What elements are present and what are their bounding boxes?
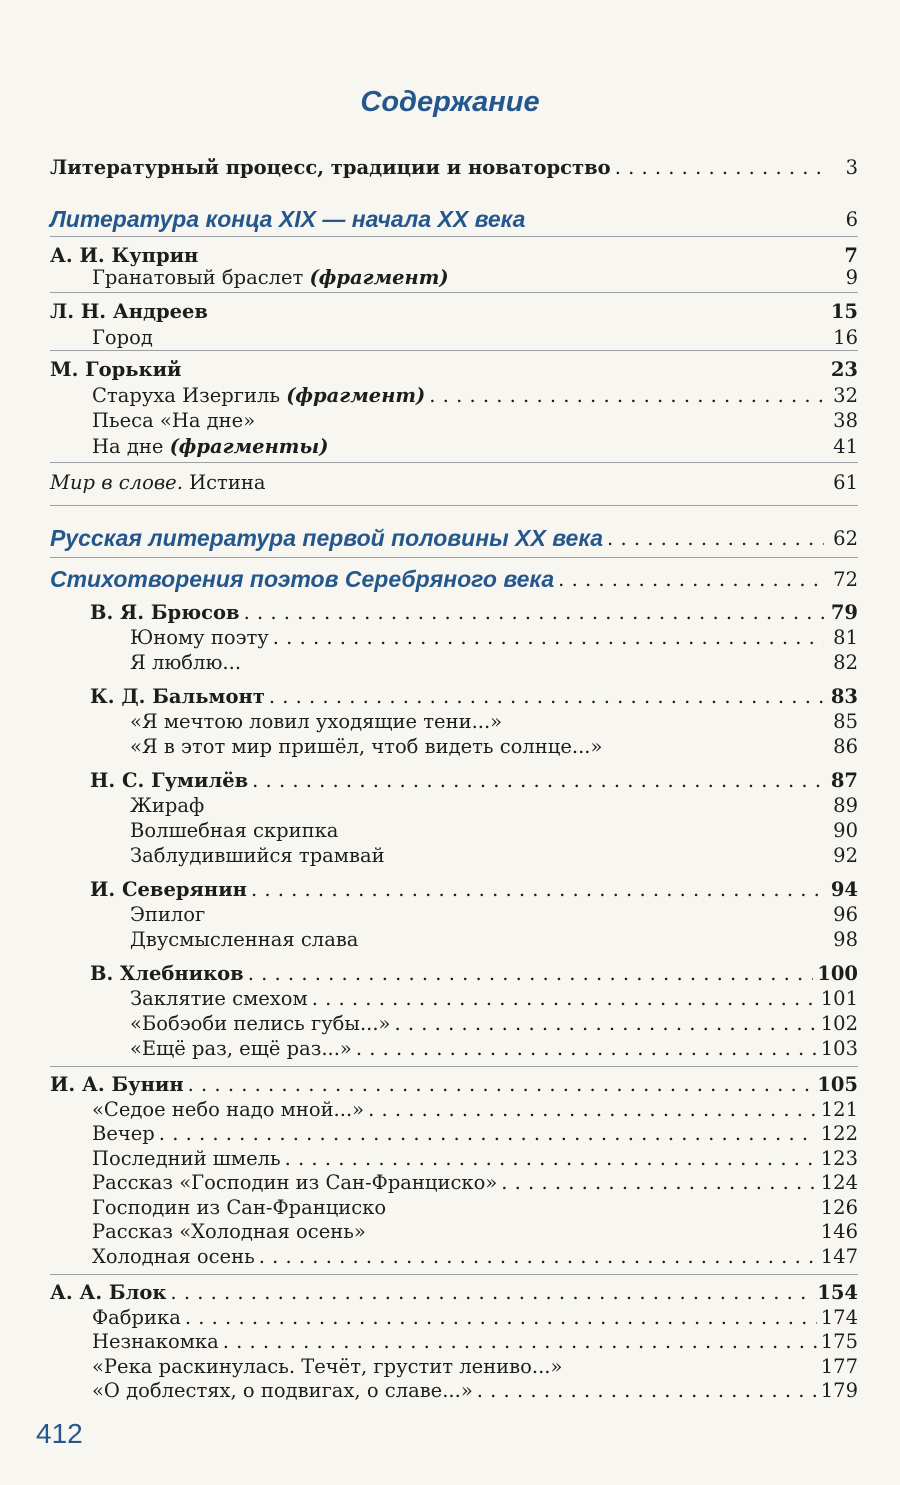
toc-entry-page: 175 bbox=[820, 1330, 858, 1353]
toc-entry-page: 62 bbox=[833, 527, 858, 550]
toc-author-label: М. Горький bbox=[50, 358, 182, 381]
toc-entry-page: 102 bbox=[820, 1012, 858, 1035]
toc-entry-page: 7 bbox=[844, 244, 858, 267]
toc-entry-label: Последний шмель bbox=[92, 1147, 281, 1170]
toc-entry-label: «Бобэоби пелись губы...» bbox=[130, 1012, 391, 1035]
toc-entry-page: 81 bbox=[833, 626, 858, 649]
toc-author[interactable] bbox=[50, 768, 858, 793]
toc-entry-label: «Река раскинулась. Течёт, грустит лениво...» bbox=[92, 1355, 563, 1378]
divider bbox=[50, 350, 858, 351]
toc-entry-page: 177 bbox=[820, 1355, 858, 1378]
toc-entry[interactable] bbox=[50, 1329, 858, 1354]
toc-entry[interactable] bbox=[50, 1121, 858, 1146]
toc-section[interactable] bbox=[50, 526, 858, 551]
toc-entry-label: Жираф bbox=[130, 794, 205, 817]
toc-entry[interactable] bbox=[50, 265, 858, 290]
toc-entry[interactable] bbox=[50, 155, 858, 180]
toc-author-label: Н. С. Гумилёв bbox=[90, 769, 249, 792]
toc-author-label: И. А. Бунин bbox=[50, 1073, 184, 1096]
toc-author-label: Л. Н. Андреев bbox=[50, 300, 208, 323]
toc-entry-page: 105 bbox=[817, 1073, 858, 1096]
toc-entry-label: Рассказ «Господин из Сан-Франциско» bbox=[92, 1171, 498, 1194]
toc-entry[interactable] bbox=[50, 1146, 858, 1171]
toc-author-label: К. Д. Бальмонт bbox=[90, 685, 265, 708]
toc-entry-page: 89 bbox=[833, 794, 858, 817]
toc-author-label: В. Хлебников bbox=[90, 962, 244, 985]
toc-entry-label: Холодная осень bbox=[92, 1245, 255, 1268]
divider bbox=[50, 236, 858, 237]
toc-entry-page: 87 bbox=[830, 769, 858, 792]
toc-entry-page: 82 bbox=[833, 651, 858, 674]
divider bbox=[50, 292, 858, 293]
toc-entry-page: 61 bbox=[833, 471, 858, 494]
toc-entry-page: 41 bbox=[833, 435, 858, 458]
toc-entry-label: Двусмысленная слава bbox=[130, 928, 359, 951]
toc-entry[interactable] bbox=[50, 793, 858, 818]
toc-entry[interactable] bbox=[50, 383, 858, 408]
toc-entry[interactable] bbox=[50, 325, 858, 350]
toc-author-label: А. И. Куприн bbox=[50, 244, 199, 267]
toc-entry[interactable] bbox=[50, 1011, 858, 1036]
toc-author[interactable] bbox=[50, 961, 858, 986]
toc-entry-page: 100 bbox=[817, 962, 858, 985]
toc-author[interactable] bbox=[50, 1072, 858, 1097]
toc-entry[interactable] bbox=[50, 1354, 858, 1379]
divider bbox=[50, 1066, 858, 1067]
toc-author[interactable] bbox=[50, 877, 858, 902]
toc-entry-label: Город bbox=[92, 326, 153, 349]
toc-entry-label: Старуха Изергиль (фрагмент) bbox=[92, 384, 426, 407]
toc-entry-page: 92 bbox=[833, 844, 858, 867]
toc-section-label: Литература конца XIX — начала XX века bbox=[50, 206, 526, 232]
toc-entry[interactable] bbox=[50, 1305, 858, 1330]
toc-entry[interactable] bbox=[50, 625, 858, 650]
toc-author[interactable] bbox=[50, 1280, 858, 1305]
toc-entry-page: 23 bbox=[830, 358, 858, 381]
toc-entry-page: 103 bbox=[820, 1037, 858, 1060]
toc-entry-label: Я люблю... bbox=[130, 651, 242, 674]
toc-entry-page: 174 bbox=[820, 1306, 858, 1329]
page-number: 412 bbox=[36, 1418, 83, 1449]
toc-author-label: В. Я. Брюсов bbox=[90, 601, 240, 624]
toc-entry[interactable] bbox=[50, 818, 858, 843]
toc-entry-label: Рассказ «Холодная осень» bbox=[92, 1220, 366, 1243]
toc-entry-page: 121 bbox=[820, 1098, 858, 1121]
toc-entry-label: «Седое небо надо мной...» bbox=[92, 1098, 365, 1121]
toc-section-label: Стихотворения поэтов Серебряного века bbox=[50, 566, 555, 592]
toc-entry[interactable] bbox=[50, 843, 858, 868]
page-title: Содержание bbox=[360, 86, 540, 118]
toc-entry-label: Волшебная скрипка bbox=[130, 819, 339, 842]
toc-entry[interactable] bbox=[50, 434, 858, 459]
toc-entry-label: Литературный процесс, традиции и новаторство bbox=[50, 156, 611, 179]
divider bbox=[50, 462, 858, 463]
toc-entry-label: Пьеса «На дне» bbox=[92, 409, 256, 432]
divider bbox=[50, 505, 858, 506]
toc-entry-label: На дне (фрагменты) bbox=[92, 435, 329, 458]
toc-entry-page: 98 bbox=[833, 928, 858, 951]
toc-entry[interactable] bbox=[50, 902, 858, 927]
toc-section-label: Русская литература первой половины XX века bbox=[50, 525, 604, 551]
toc-entry-label: Вечер bbox=[92, 1122, 155, 1145]
toc-entry[interactable] bbox=[50, 1036, 858, 1061]
toc-section[interactable] bbox=[50, 207, 858, 232]
toc-entry-page: 86 bbox=[833, 735, 858, 758]
toc-entry-label: Юному поэту bbox=[130, 626, 269, 649]
toc-entry-page: 126 bbox=[820, 1196, 858, 1219]
toc-author[interactable] bbox=[50, 684, 858, 709]
toc-author[interactable] bbox=[50, 600, 858, 625]
toc-entry-page: 3 bbox=[845, 156, 858, 179]
toc-entry[interactable] bbox=[50, 1170, 858, 1195]
toc-entry-page: 9 bbox=[845, 266, 858, 289]
toc-entry-label: Заблудившийся трамвай bbox=[130, 844, 385, 867]
divider bbox=[50, 1274, 858, 1275]
toc-entry-page: 38 bbox=[833, 409, 858, 432]
toc-entry-page: 85 bbox=[833, 710, 858, 733]
toc-entry-page: 72 bbox=[833, 568, 858, 591]
toc-entry-page: 90 bbox=[833, 819, 858, 842]
toc-entry-page: 94 bbox=[830, 878, 858, 901]
toc-entry-page: 6 bbox=[845, 208, 858, 231]
toc-entry-page: 83 bbox=[830, 685, 858, 708]
toc-entry-label: «Я в этот мир пришёл, чтоб видеть солнце...» bbox=[130, 735, 603, 758]
toc-entry-page: 32 bbox=[833, 384, 858, 407]
toc-entry-label: Эпилог bbox=[130, 903, 206, 926]
toc-entry-page: 122 bbox=[820, 1122, 858, 1145]
toc-author-label: А. А. Блок bbox=[50, 1281, 167, 1304]
toc-author[interactable] bbox=[50, 357, 858, 382]
toc-entry-page: 154 bbox=[817, 1281, 858, 1304]
toc-entry-page: 79 bbox=[830, 601, 858, 624]
toc-entry[interactable] bbox=[50, 408, 858, 433]
toc-entry-label: «Ещё раз, ещё раз...» bbox=[130, 1037, 352, 1060]
toc-entry-label: «О доблестях, о подвигах, о славе...» bbox=[92, 1379, 473, 1402]
toc-entry-label: Господин из Сан-Франциско bbox=[92, 1196, 387, 1219]
toc-entry-label: «Я мечтою ловил уходящие тени...» bbox=[130, 710, 503, 733]
toc-entry-page: 146 bbox=[820, 1220, 858, 1243]
toc-entry-page: 15 bbox=[830, 300, 858, 323]
toc-entry[interactable] bbox=[50, 1097, 858, 1122]
toc-entry[interactable] bbox=[50, 1195, 858, 1220]
toc-entry-label: Мир в слове. Истина bbox=[50, 471, 266, 494]
toc-entry[interactable] bbox=[50, 1219, 858, 1244]
toc-author[interactable] bbox=[50, 299, 858, 324]
toc-entry-label: Гранатовый браслет (фрагмент) bbox=[92, 266, 449, 289]
toc-entry[interactable] bbox=[50, 986, 858, 1011]
toc-entry[interactable] bbox=[50, 650, 858, 675]
toc-entry-page: 123 bbox=[820, 1147, 858, 1170]
toc-entry-page: 147 bbox=[820, 1245, 858, 1268]
toc-entry[interactable] bbox=[50, 1244, 858, 1269]
toc-entry[interactable] bbox=[50, 927, 858, 952]
toc-entry-page: 124 bbox=[820, 1171, 858, 1194]
toc-section[interactable] bbox=[50, 567, 858, 592]
toc-entry[interactable] bbox=[50, 1378, 858, 1403]
toc-entry-page: 179 bbox=[820, 1379, 858, 1402]
toc-entry-label: Заклятие смехом bbox=[130, 987, 308, 1010]
toc-entry[interactable] bbox=[50, 734, 858, 759]
toc-entry-label: Фабрика bbox=[92, 1306, 181, 1329]
divider bbox=[50, 557, 858, 558]
toc-entry-page: 16 bbox=[833, 326, 858, 349]
toc-entry[interactable] bbox=[50, 470, 858, 495]
toc-entry-page: 96 bbox=[833, 903, 858, 926]
toc-entry-page: 101 bbox=[820, 987, 858, 1010]
toc-entry-label: Незнакомка bbox=[92, 1330, 219, 1353]
toc-entry[interactable] bbox=[50, 709, 858, 734]
toc-author-label: И. Северянин bbox=[90, 878, 247, 901]
